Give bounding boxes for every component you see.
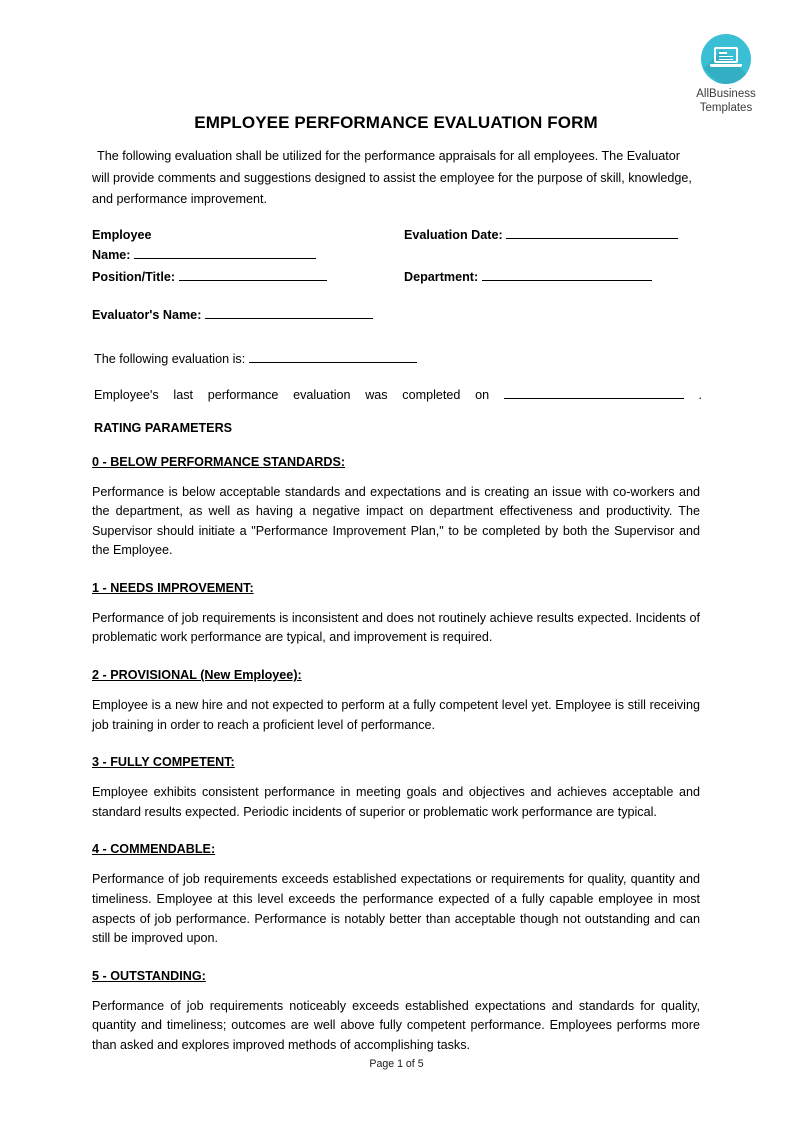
rating-parameters-heading: RATING PARAMETERS [94,420,233,435]
evaluation-date-label: Evaluation Date: [404,227,503,242]
laptop-base [710,64,742,67]
position-title-cell [92,267,404,287]
last-eval-word-5: completed [402,387,461,402]
form-row-evaluator-name [92,305,700,325]
employee-info-form [92,225,700,325]
last-eval-word-1: last [173,387,193,402]
evaluation-statements [92,349,700,405]
laptop-text-line [719,52,727,54]
rating-level-title: 4 - COMMENDABLE: [92,842,216,857]
rating-level-body: Performance of job requirements exceeds established expectations or requirements for quality, quantity and timeliness. Employee at this level exceeds the performance expected of a fully capable employee in most aspects of job performance. Performance is notably better than acceptable though not outstanding and can still be improved upon. [92,872,700,946]
last-eval-word-6: on [475,387,490,402]
department-cell [404,267,700,287]
employee-name-label-line2: Name: [92,247,131,262]
evaluator-name-input[interactable] [205,305,373,319]
last-evaluation-row [94,385,702,405]
intro-paragraph: The following evaluation shall be utilized for the performance appraisals for all employees. The Evaluator will provide comments and suggestions designed to assist the employee for the purpose of skill, knowledge, and performance improvement. [92,149,692,206]
evaluator-name-cell [92,305,404,325]
rating-level-1 [92,581,700,648]
logo-circle [701,34,751,84]
laptop-screen [714,47,738,63]
evaluator-name-label: Evaluator's Name: [92,307,202,322]
page-title: EMPLOYEE PERFORMANCE EVALUATION FORM [194,113,598,132]
rating-level-body: Performance is below acceptable standards and expectations and is creating an issue with co-workers and the department, as well as having a negative impact on department effectiveness and productivity. The Supervisor should initiate a "Performance Improvement Plan," to be completed by both the Supervisor and the Employee. [92,484,700,558]
rating-level-title: 0 - BELOW PERFORMANCE STANDARDS: [92,454,346,469]
document-content [92,112,700,1056]
last-eval-date-input[interactable] [504,385,684,399]
evaluation-date-input[interactable] [506,225,678,239]
position-title-label: Position/Title: [92,269,176,284]
rating-level-title: 1 - NEEDS IMPROVEMENT: [92,580,254,595]
department-label: Department: [404,269,479,284]
rating-level-4 [92,842,700,948]
employee-name-label-line1: Employee [92,227,152,242]
rating-level-title: 2 - PROVISIONAL (New Employee): [92,668,302,683]
evaluation-date-cell [404,225,700,245]
following-evaluation-input[interactable] [249,349,417,363]
rating-level-0 [92,455,700,561]
laptop-text-line [719,56,733,58]
rating-level-body: Employee is a new hire and not expected to perform at a fully competent level yet. Employee is still receiving job training in order to reach a proficient level of performance. [92,698,700,732]
brand-name-line2: Templates [699,101,753,114]
following-evaluation-label: The following evaluation is: [94,351,246,366]
department-input[interactable] [482,267,652,281]
rating-level-title: 5 - OUTSTANDING: [92,968,206,983]
brand-logo [686,34,766,115]
form-row-employee-name-value [92,245,700,265]
laptop-icon [710,47,742,71]
brand-name [686,88,766,115]
employee-name-input[interactable] [134,245,316,259]
last-eval-word-3: evaluation [293,387,351,402]
form-row-position-department [92,267,700,287]
brand-name-line1: AllBusiness [696,88,756,100]
page-footer: Page 1 of 5 [369,1058,424,1070]
rating-level-5 [92,969,700,1056]
rating-level-3 [92,755,700,822]
rating-level-2 [92,668,700,735]
rating-level-body: Performance of job requirements is inconsistent and does not routinely achieve results expected. Incidents of problematic work performance are typical, and improvement is required. [92,610,700,645]
rating-level-body: Performance of job requirements noticeably exceeds established expectations and standards for quality, quantity and timeliness; outcomes are well above fully competent performance. Employees performs more than asked and explores improved methods of accomplishing tasks. [92,998,700,1052]
last-eval-word-0: Employee's [94,387,159,402]
laptop-text-line [719,59,733,61]
employee-name-label-cell [92,225,404,245]
position-title-input[interactable] [179,267,327,281]
following-evaluation-row [94,349,700,369]
rating-level-body: Employee exhibits consistent performance in meeting goals and objectives and achieves acceptable and standard results expected. Periodic incidents of superior or problematic work performance are typical. [92,785,700,819]
form-row-employee-name-date [92,225,700,245]
employee-name-cell [92,245,404,265]
last-eval-word-2: performance [207,387,279,402]
last-eval-word-4: was [365,387,388,402]
rating-level-title: 3 - FULLY COMPETENT: [92,755,235,770]
last-eval-period: . [698,387,702,402]
